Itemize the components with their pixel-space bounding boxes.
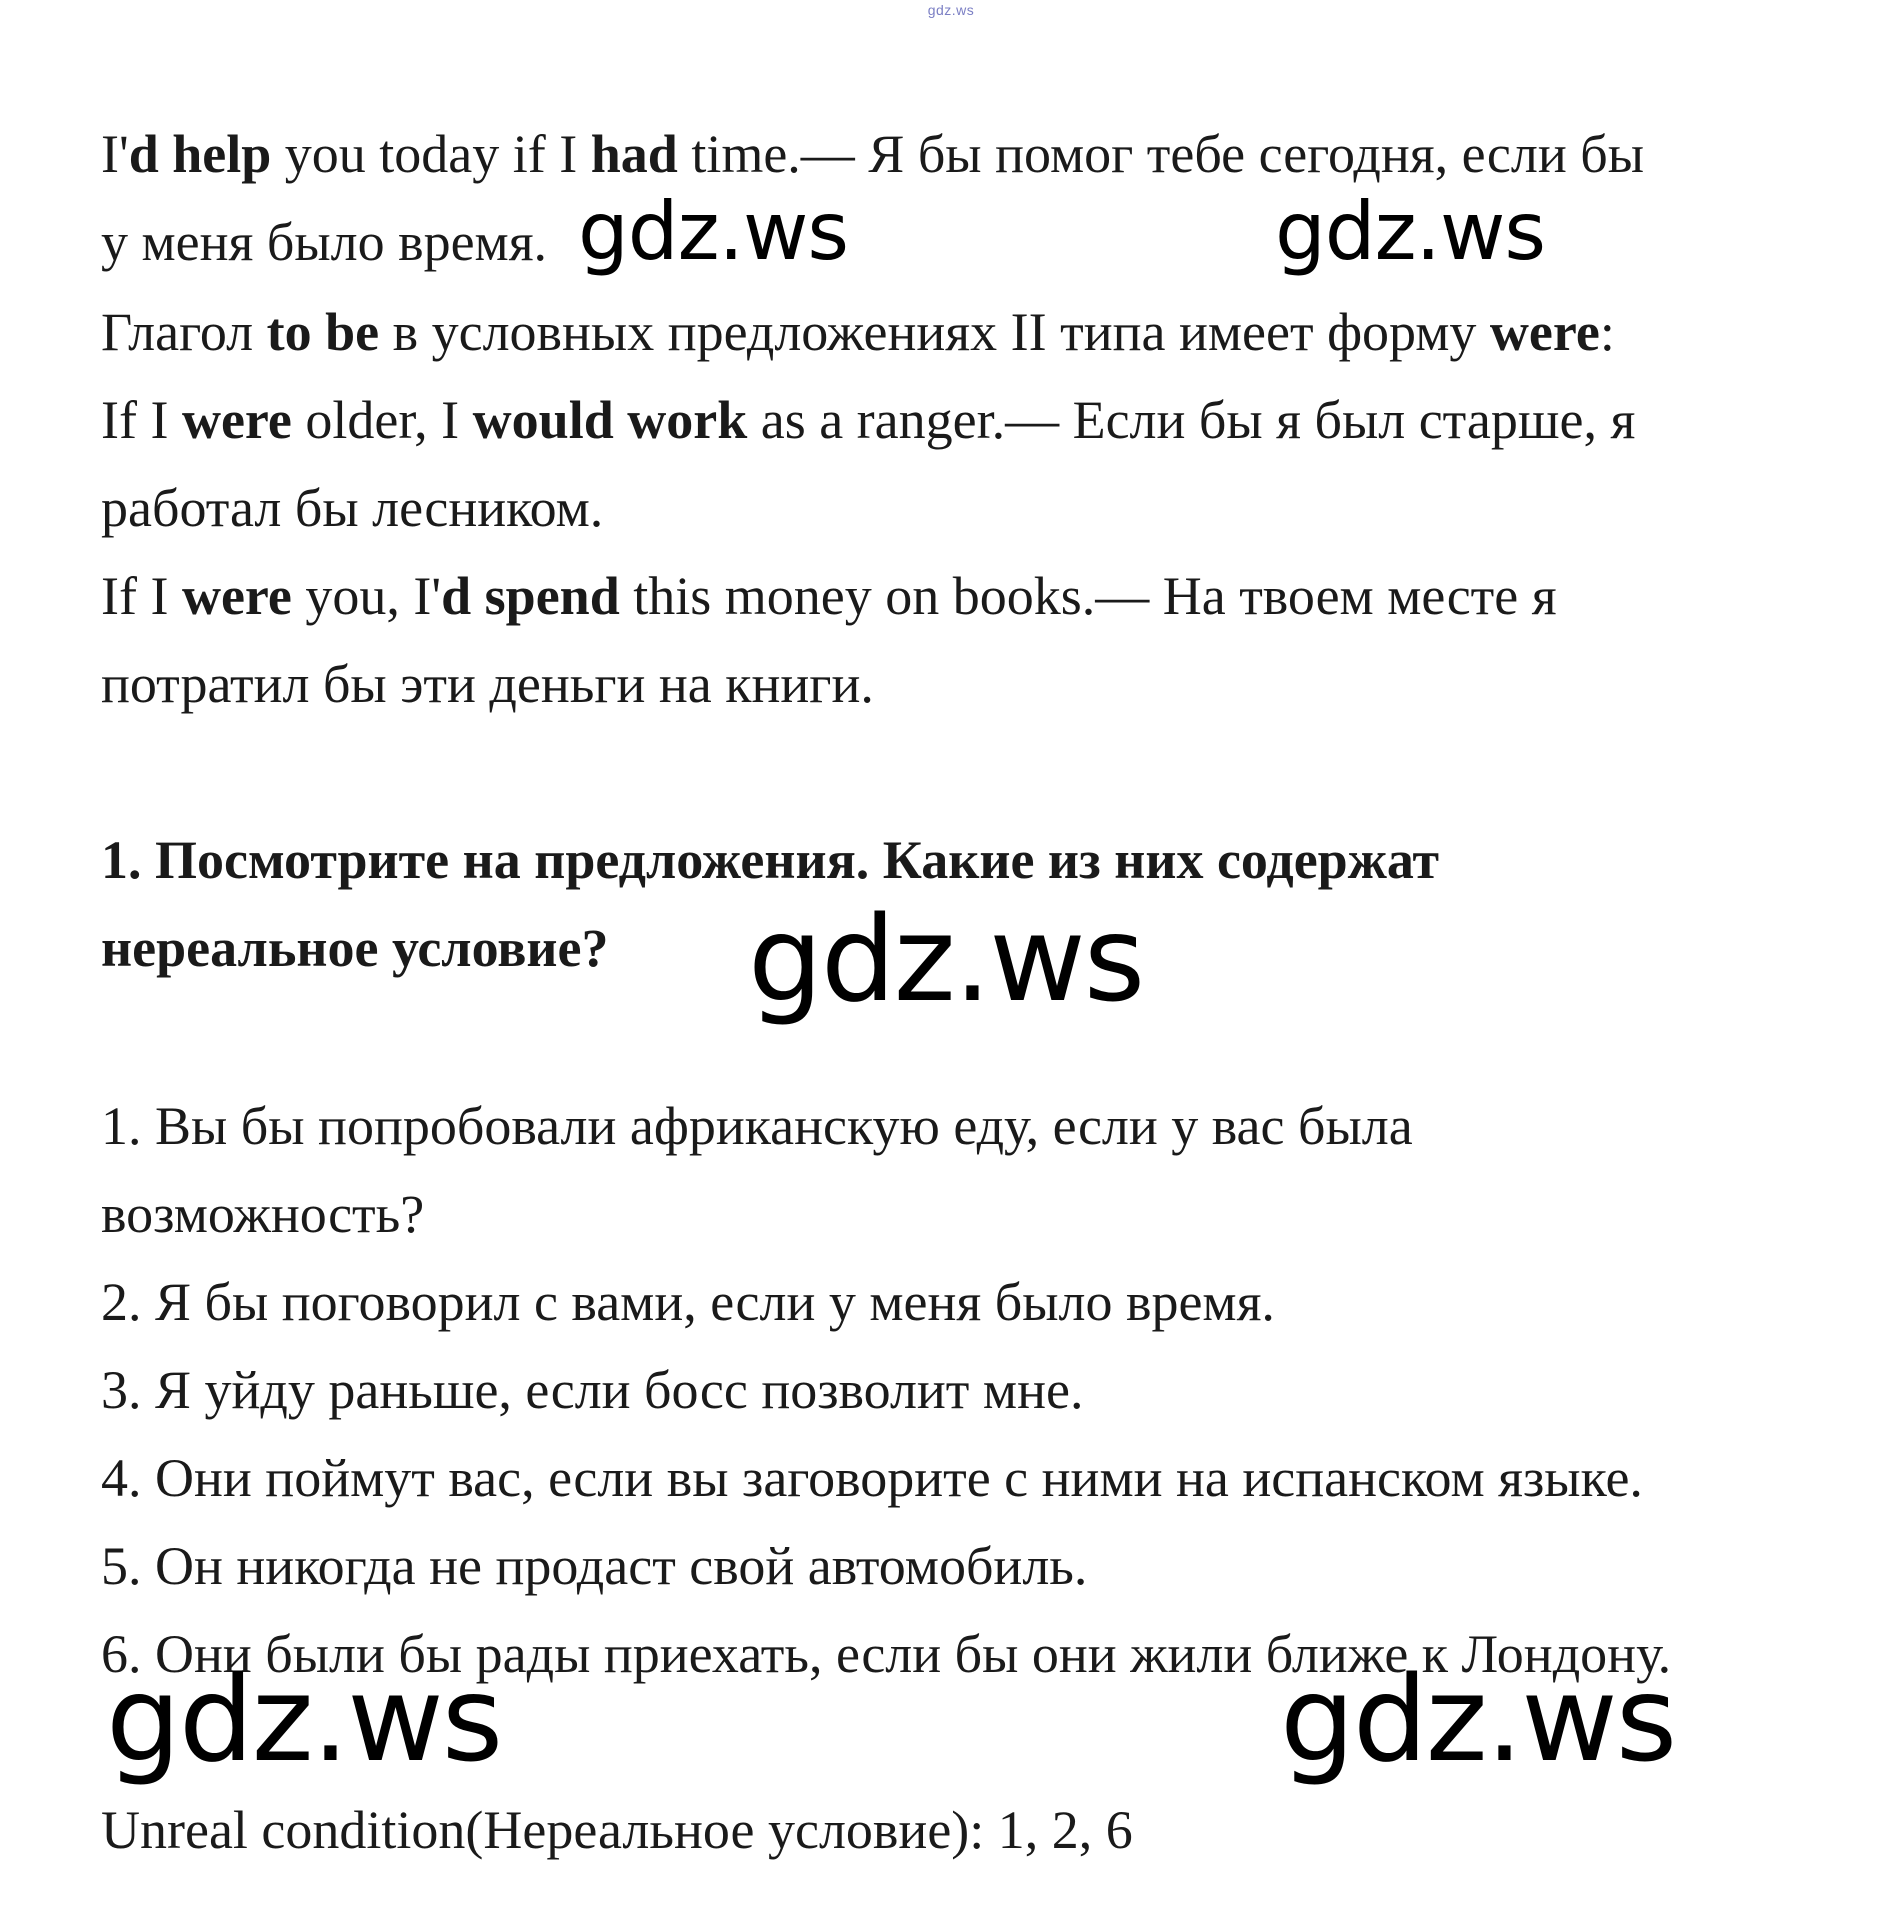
watermark: gdz.ws bbox=[106, 1650, 502, 1788]
example-line-1: I'd help you today if I had time.— Я бы помог тебе сегодня, если бы bbox=[101, 124, 1645, 184]
exercise-item: возможность? bbox=[101, 1184, 425, 1244]
watermark: gdz.ws bbox=[1275, 185, 1546, 278]
example-line-3: Глагол to be в условных предложениях II типа имеет форму were: bbox=[101, 302, 1615, 362]
example-line-5: работал бы лесником. bbox=[101, 478, 604, 538]
exercise-title: 1. Посмотрите на предложения. Какие из них содержат bbox=[101, 830, 1439, 890]
watermark: gdz.ws bbox=[748, 890, 1144, 1028]
exercise-item: 4. Они поймут вас, если вы заговорите с ними на испанском языке. bbox=[101, 1448, 1643, 1508]
exercise-item: 3. Я уйду раньше, если босс позволит мне. bbox=[101, 1360, 1084, 1420]
example-line-7: потратил бы эти деньги на книги. bbox=[101, 654, 874, 714]
answer-line: Unreal condition(Нереальное условие): 1, 2, 6 bbox=[101, 1800, 1133, 1860]
watermark: gdz.ws bbox=[578, 185, 849, 278]
exercise-item: 5. Он никогда не продаст свой автомобиль. bbox=[101, 1536, 1088, 1596]
exercise-title-cont: нереальное условие? bbox=[101, 918, 609, 978]
watermark: gdz.ws bbox=[1280, 1650, 1676, 1788]
exercise-item: 6. Они были бы рады приехать, если бы они жили ближе к Лондону. bbox=[101, 1624, 1672, 1684]
site-mark: gdz.ws bbox=[927, 2, 975, 18]
exercise-item: 1. Вы бы попробовали африканскую еду, если у вас была bbox=[101, 1096, 1413, 1156]
example-line-2: у меня было время. bbox=[101, 212, 548, 272]
example-line-6: If I were you, I'd spend this money on books.— На твоем месте я bbox=[101, 566, 1557, 626]
example-line-4: If I were older, I would work as a ranger.— Если бы я был старше, я bbox=[101, 390, 1636, 450]
exercise-item: 2. Я бы поговорил с вами, если у меня было время. bbox=[101, 1272, 1275, 1332]
